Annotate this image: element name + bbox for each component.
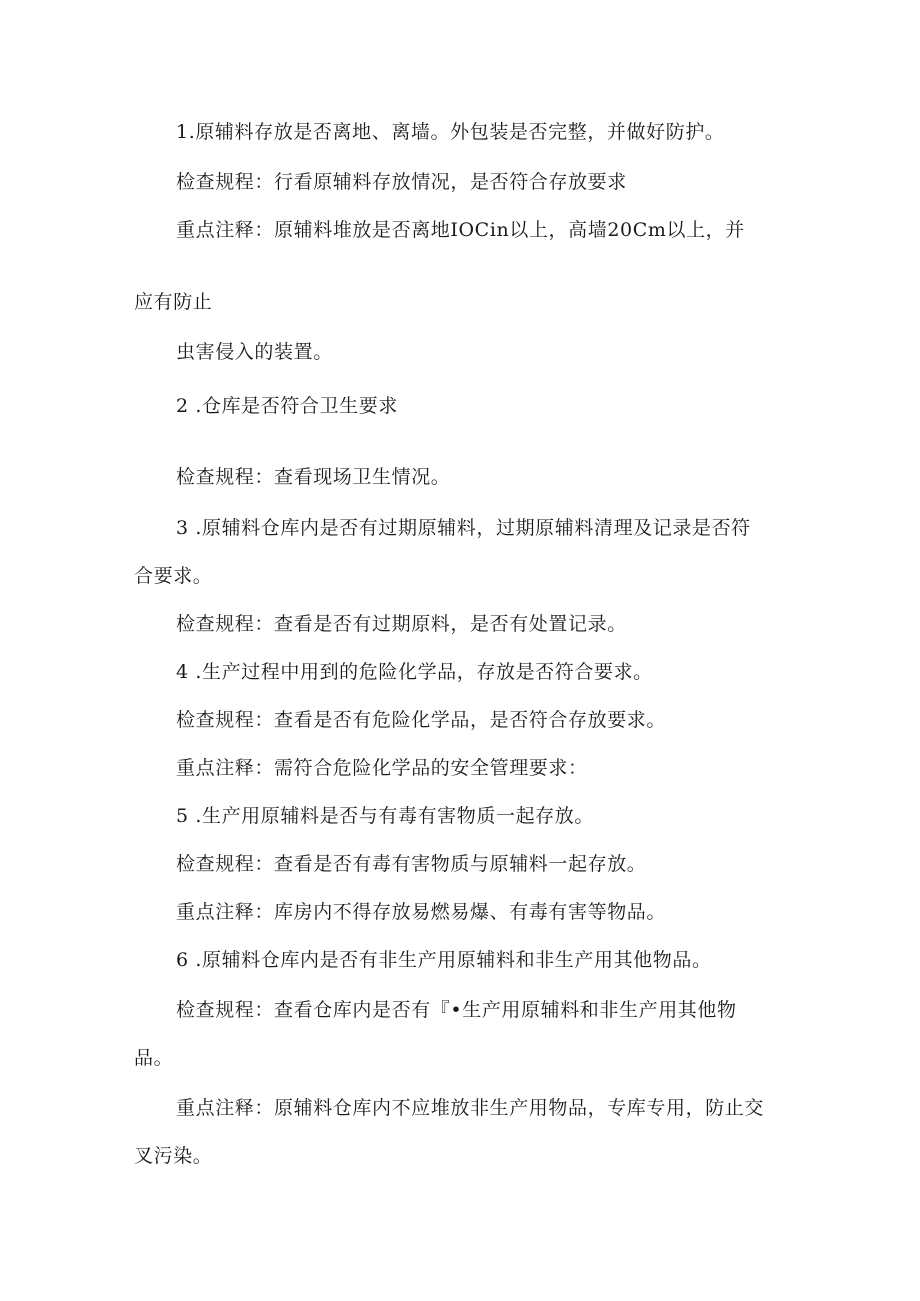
- item-5-key-note: 重点注释：库房内不得存放易燃易爆、有毒有害等物品。: [176, 901, 667, 923]
- item-4-key-note: 重点注释：需符合危险化学品的安全管理要求：: [176, 757, 588, 779]
- item-1-inspection-procedure: 检查规程：行看原辅料存放情况，是否符合存放要求: [176, 171, 627, 193]
- item-6-key-note-continued: 叉污染。: [134, 1145, 213, 1167]
- item-4-heading: 4 .生产过程中用到的危险化学品，存放是否符合要求。: [176, 661, 653, 683]
- item-1-key-note-end: 虫害侵入的装置。: [176, 341, 333, 363]
- item-3-heading: 3 .原辅料仓库内是否有过期原辅料，过期原辅料清理及记录是否符: [176, 517, 751, 539]
- item-3-heading-continued: 合要求。: [134, 565, 213, 587]
- item-4-inspection-procedure: 检查规程：查看是否有危险化学品，是否符合存放要求。: [176, 709, 667, 731]
- item-5-heading: 5 .生产用原辅料是否与有毒有害物质一起存放。: [176, 805, 594, 827]
- item-6-inspection-procedure-continued: 品。: [134, 1047, 174, 1069]
- item-2-heading: 2 .仓库是否符合卫生要求: [176, 395, 398, 417]
- item-1-key-note: 重点注释：原辅料堆放是否离地IOCin以上，高墙20Cm以上，并: [176, 219, 745, 241]
- item-2-inspection-procedure: 检查规程：查看现场卫生情况。: [176, 466, 451, 488]
- item-1-key-note-continued: 应有防止: [134, 291, 213, 313]
- item-3-inspection-procedure: 检查规程：查看是否有过期原料，是否有处置记录。: [176, 613, 627, 635]
- item-6-key-note: 重点注释：原辅料仓库内不应堆放非生产用物品，专库专用，防止交: [176, 1097, 765, 1119]
- item-1-heading: 1.原辅料存放是否离地、离墙。外包装是否完整，并做好防护。: [176, 121, 725, 143]
- item-5-inspection-procedure: 检查规程：查看是否有毒有害物质与原辅料一起存放。: [176, 853, 647, 875]
- item-6-inspection-procedure: 检查规程：查看仓库内是否有『•生产用原辅料和非生产用其他物: [176, 999, 737, 1021]
- item-6-heading: 6 .原辅料仓库内是否有非生产用原辅料和非生产用其他物品。: [176, 949, 712, 971]
